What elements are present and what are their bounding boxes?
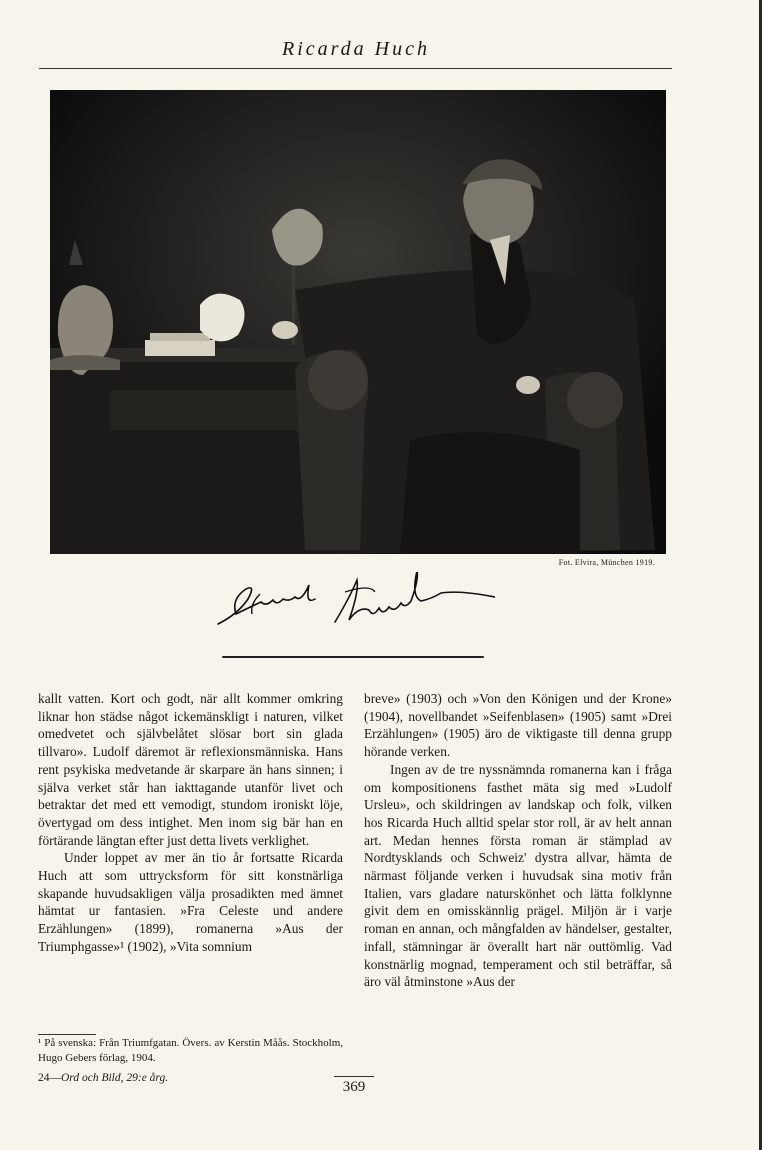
printer-signature-line	[38, 1072, 168, 1084]
footnote: ¹ På svenska: Från Triumfgatan. Övers. av Kerstin Måås. Stockholm, Hugo Gebers förlag, 1904.	[38, 1037, 343, 1064]
signature-number: 24	[38, 1072, 50, 1084]
separator-rule	[222, 656, 484, 658]
photo-credit: Fot. Elvira, München 1919.	[558, 558, 655, 567]
left-column	[38, 690, 343, 956]
journal-name: Ord och Bild,	[61, 1072, 124, 1084]
running-title: Ricarda Huch	[281, 38, 430, 60]
handwritten-signature	[215, 572, 495, 636]
signature-illustration	[215, 572, 495, 632]
left-paragraph-2: Under loppet av mer än tio år fortsatte Ricarda Huch att som uttrycksform för sitt konstnärliga skapande huvudsakligen välja prosadikten med ämnet hämtat ur fantasien. »Fra Celeste und andere Erzählungen» (1899), romanerna »Aus der Triumphgasse»¹ (1902), »Vita somnium	[38, 850, 343, 954]
header-rule	[39, 68, 672, 69]
page-number: 369	[334, 1076, 374, 1096]
portrait-photo	[50, 90, 666, 554]
volume-label: 29:e årg.	[126, 1072, 169, 1084]
left-paragraph-1: kallt vatten. Kort och godt, när allt kommer omkring liknar hon städse något ickemänskligt i naturen, vilket omedvetet och självbelåtet slösar bort sin glada tillvaro». Ludolf däremot är reflexionsmänniska. Hans rent psykiska medvetande är skarpare än hans sinnen; i själva verket står han iakttagande utanför livet och betraktar det med ett vemodigt, stundom ironiskt löje, övertygad om dess intighet. Men inom sig bär han en förtärande längtan efter just detta livets verklighet.	[38, 691, 343, 848]
portrait-photo-illustration	[50, 90, 666, 554]
right-column	[364, 690, 672, 991]
signature-dash: —	[49, 1072, 61, 1084]
right-paragraph-2: Ingen av de tre nyssnämnda romanerna kan i fråga om kompositionens fasthet mäta sig med »Ludolf Ursleu», och skildringen av landskap och folk, vilken hos Ricarda Huch alltid spelar stor roll, är av helt annan art. Medan hennes första roman är stämplad av Nordtysklands och Schweiz' dystra allvar, hämta de närmast följande verken i huvudsak sina motiv från Italien, vars gladare naturskönhet och lätta folklynne givit dem en omisskännlig prägel. Miljön är i varje roman en annan, och mångfalden av händelser, gestalter, infall, stämningar är överallt hart när outtömlig. Vad konstnärlig mognad, temperament och stil beträffar, så äro väl åtminstone »Aus der	[364, 761, 672, 990]
right-paragraph-1: breve» (1903) och »Von den Königen und der Krone» (1904), novellbandet »Seifenblasen» (1905) samt »Drei Erzählungen» (1905) äro de viktigaste till denna grupp hörande verken.	[364, 691, 672, 760]
footnote-rule	[38, 1034, 96, 1035]
